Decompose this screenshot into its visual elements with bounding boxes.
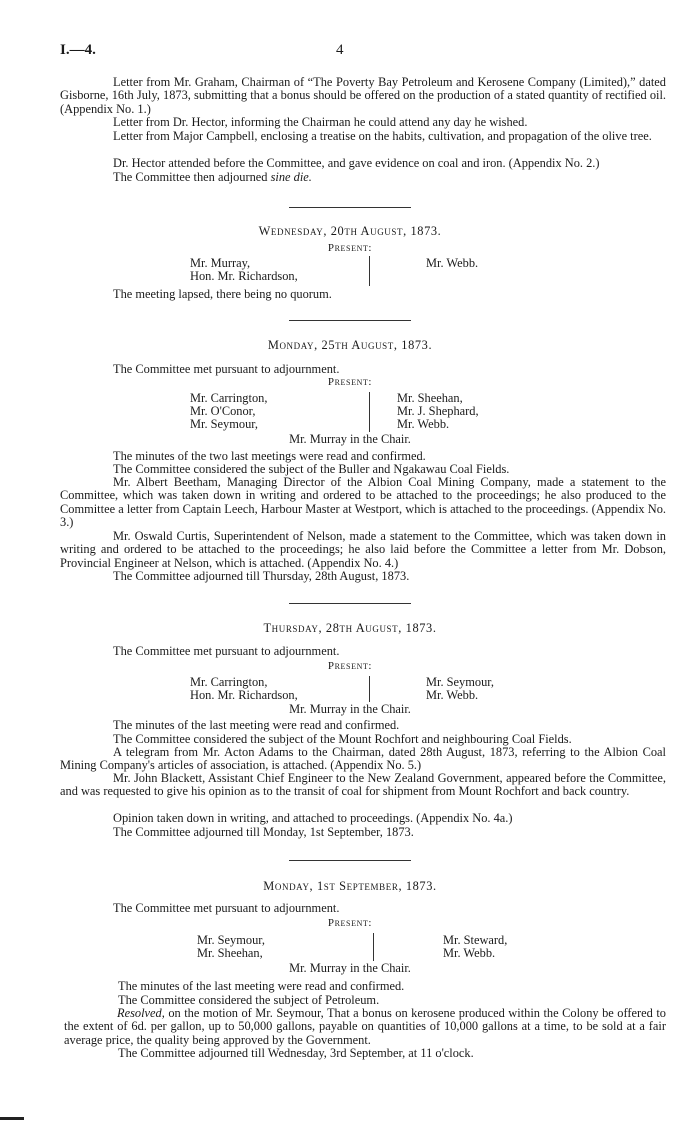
adjourn-italic: sine die. bbox=[270, 170, 312, 184]
section-divider bbox=[289, 320, 411, 321]
adjourn-text: The Committee then adjourned bbox=[113, 170, 271, 184]
meeting2-date: Monday, 25th August, 1873. bbox=[267, 338, 433, 352]
section-divider bbox=[289, 860, 411, 861]
meeting3-date: Thursday, 28th August, 1873. bbox=[263, 621, 437, 635]
document-reference: I.—4. bbox=[60, 42, 96, 58]
meeting3-opening: The Committee met pursuant to adjournment. bbox=[113, 644, 340, 658]
section-divider bbox=[289, 603, 411, 604]
meeting4-chair: Mr. Murray in the Chair. bbox=[289, 961, 411, 975]
graham-letter-paragraph: Letter from Mr. Graham, Chairman of “The Poverty Bay Petroleum and Kerosene Company (Limited),” dated Gisborne, 16th July, 1873, submitting that a bonus should be offered on the production of a stated quantity of rectified oil. (Appendix No. 1.) bbox=[60, 75, 666, 116]
meeting3-member-left: Mr. Carrington, bbox=[190, 675, 268, 689]
meeting1-note: The meeting lapsed, there being no quorum. bbox=[113, 287, 332, 301]
meeting1-date: Wednesday, 20th August, 1873. bbox=[258, 224, 442, 238]
attendance-divider bbox=[369, 676, 370, 702]
meeting1-member-right: Mr. Webb. bbox=[426, 256, 479, 270]
meeting3-adjourn: The Committee adjourned till Monday, 1st September, 1873. bbox=[113, 825, 414, 839]
meeting3-telegram-paragraph: A telegram from Mr. Acton Adams to the Chairman, dated 28th August, 1873, referring to the Albion Coal Mining Company's articles of association, is attached. (Appendix No. 5.) bbox=[60, 745, 666, 773]
resolved-italic: Resolved, bbox=[117, 1006, 165, 1020]
attendance-divider bbox=[369, 256, 370, 286]
meeting2-member-right: Mr. Sheehan, bbox=[397, 391, 463, 405]
attendance-divider bbox=[373, 933, 374, 961]
meeting3-opinion: Opinion taken down in writing, and attached to proceedings. (Appendix No. 4a.) bbox=[113, 811, 513, 825]
meeting4-subject: The Committee considered the subject of Petroleum. bbox=[118, 993, 380, 1007]
resolution-text: on the motion of Mr. Seymour, That a bonus on kerosene produced within the Colony be offered to the extent of 6d. per gallon, up to 50,000 gallons, payable on quantities of 10,000 gallons at a time, to be sold at a fair average price, the quality being approved by the Government. bbox=[64, 1006, 666, 1047]
meeting4-resolution-paragraph bbox=[64, 1007, 666, 1047]
meeting3-member-left: Hon. Mr. Richardson, bbox=[190, 688, 298, 702]
meeting4-minutes: The minutes of the last meeting were read and confirmed. bbox=[118, 979, 405, 993]
meeting2-subject: The Committee considered the subject of the Buller and Ngakawau Coal Fields. bbox=[113, 462, 510, 476]
meeting2-curtis-paragraph: Mr. Oswald Curtis, Superintendent of Nelson, made a statement to the Committee, which was taken down in writing and ordered to be attached to the proceedings; he also laid before the Committee a letter from Mr. Dobson, Provincial Engineer at Nelson, which is attached. (Appendix No. 4.) bbox=[60, 529, 666, 570]
meeting4-member-left: Mr. Seymour, bbox=[197, 933, 265, 947]
meeting2-chair: Mr. Murray in the Chair. bbox=[289, 432, 411, 446]
meeting4-member-left: Mr. Sheehan, bbox=[197, 946, 263, 960]
meeting4-member-right: Mr. Webb. bbox=[443, 946, 496, 960]
meeting3-blackett-paragraph: Mr. John Blackett, Assistant Chief Engineer to the New Zealand Government, appeared before the Committee, and was requested to give his opinion as to the transit of coal for shipment from Mount Rochfort and back country. bbox=[60, 771, 666, 799]
meeting2-opening: The Committee met pursuant to adjournment. bbox=[113, 362, 340, 376]
meeting3-chair: Mr. Murray in the Chair. bbox=[289, 702, 411, 716]
meeting3-present-label: Present: bbox=[327, 660, 373, 672]
meeting2-adjourn: The Committee adjourned till Thursday, 28th August, 1873. bbox=[113, 569, 410, 583]
meeting4-date: Monday, 1st September, 1873. bbox=[263, 879, 437, 893]
hector-evidence-paragraph: Dr. Hector attended before the Committee, and gave evidence on coal and iron. (Appendix No. 2.) bbox=[113, 156, 600, 170]
margin-mark bbox=[0, 1117, 24, 1120]
meeting2-member-left: Mr. Seymour, bbox=[190, 417, 258, 431]
meeting2-member-left: Mr. O'Conor, bbox=[190, 404, 256, 418]
meeting2-member-right: Mr. Webb. bbox=[397, 417, 450, 431]
meeting1-member-left: Hon. Mr. Richardson, bbox=[190, 269, 298, 283]
meeting3-subject: The Committee considered the subject of the Mount Rochfort and neighbouring Coal Fields. bbox=[113, 732, 572, 746]
meeting4-opening: The Committee met pursuant to adjournment. bbox=[113, 901, 340, 915]
section-divider bbox=[289, 207, 411, 208]
meeting2-present-label: Present: bbox=[327, 376, 373, 388]
meeting1-member-left: Mr. Murray, bbox=[190, 256, 251, 270]
campbell-letter-paragraph: Letter from Major Campbell, enclosing a treatise on the habits, cultivation, and propagation of the olive tree. bbox=[113, 129, 652, 143]
adjourn-sine-die-paragraph bbox=[113, 171, 663, 184]
hector-letter-paragraph: Letter from Dr. Hector, informing the Chairman he could attend any day he wished. bbox=[113, 115, 528, 129]
meeting2-beetham-paragraph: Mr. Albert Beetham, Managing Director of the Albion Coal Mining Company, made a statement to the Committee, which was taken down in writing and ordered to be attached to the proceedings; he also produced to the Committee a letter from Captain Leech, Harbour Master at Westport, which is attached to the proceedings. (Appendix No. 3.) bbox=[60, 475, 666, 530]
meeting3-member-right: Mr. Webb. bbox=[426, 688, 479, 702]
meeting2-member-left: Mr. Carrington, bbox=[190, 391, 268, 405]
meeting3-member-right: Mr. Seymour, bbox=[426, 675, 494, 689]
meeting4-adjourn: The Committee adjourned till Wednesday, 3rd September, at 11 o'clock. bbox=[118, 1046, 474, 1060]
page-header bbox=[60, 44, 660, 64]
meeting2-minutes: The minutes of the two last meetings were read and confirmed. bbox=[113, 449, 426, 463]
meeting3-minutes: The minutes of the last meeting were read and confirmed. bbox=[113, 718, 400, 732]
meeting4-present-label: Present: bbox=[327, 917, 373, 929]
meeting1-present-label: Present: bbox=[327, 242, 373, 254]
page-number: 4 bbox=[336, 42, 344, 58]
attendance-divider bbox=[369, 392, 370, 432]
meeting2-member-right: Mr. J. Shephard, bbox=[397, 404, 479, 418]
meeting4-member-right: Mr. Steward, bbox=[443, 933, 508, 947]
